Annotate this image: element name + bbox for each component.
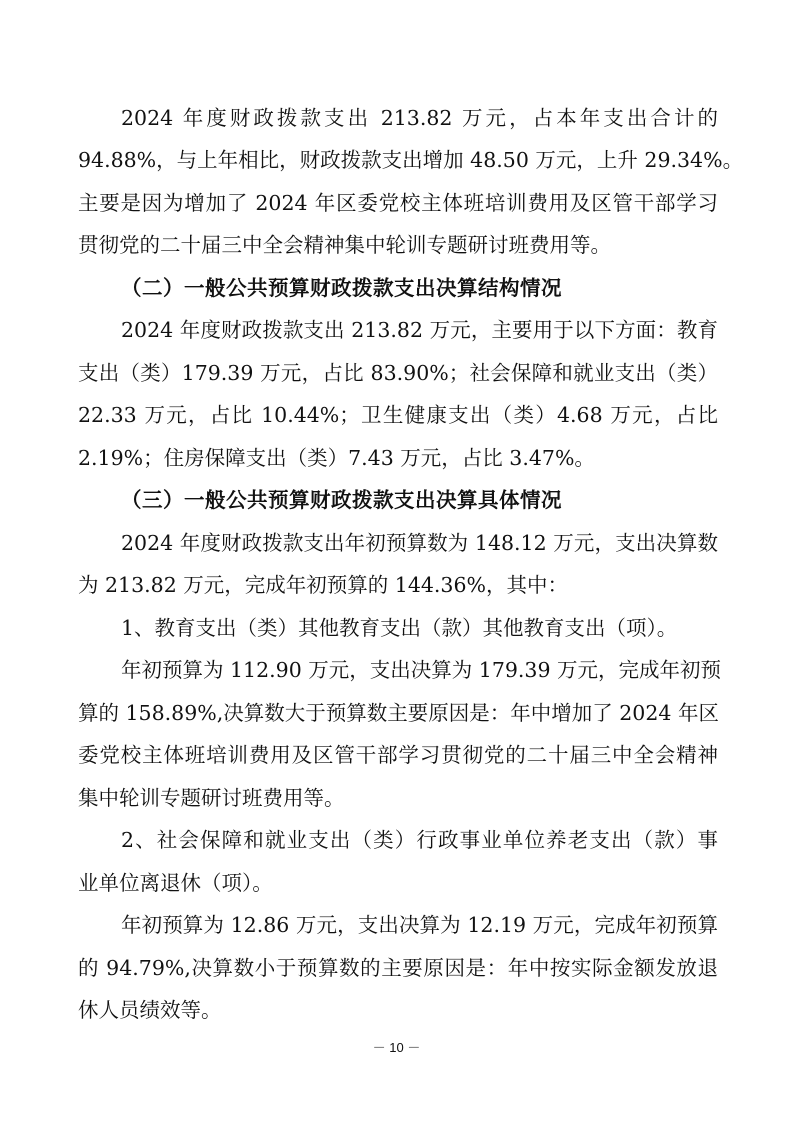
paragraph-line: 休人员绩效等。 — [78, 998, 222, 1022]
item-heading: 1、教育支出（类）其他教育支出（款）其他教育支出（项）。 — [121, 616, 678, 640]
paragraph-line: 算的 158.89%,决算数大于预算数主要原因是：年中增加了 2024 年区 — [78, 701, 719, 725]
paragraph-line: 2024 年度财政拨款支出年初预算数为 148.12 万元，支出决算数 — [121, 531, 718, 555]
paragraph-line: 委党校主体班培训费用及区管干部学习贯彻党的二十届三中全会精神 — [78, 743, 718, 767]
paragraph-line: 主要是因为增加了 2024 年区委党校主体班培训费用及区管干部学习 — [78, 191, 718, 215]
section-heading: （三）一般公共预算财政拨款支出决算具体情况 — [121, 488, 562, 512]
paragraph-line: 贯彻党的二十届三中全会精神集中轮训专题研讨班费用等。 — [78, 233, 611, 257]
paragraph-line: 94.88%，与上年相比，财政拨款支出增加 48.50 万元，上升 29.34%。 — [78, 148, 744, 172]
paragraph-line: 年初预算为 112.90 万元，支出决算为 179.39 万元，完成年初预 — [121, 658, 722, 682]
paragraph-line: 22.33 万元，占比 10.44%；卫生健康支出（类）4.68 万元，占比 — [78, 403, 718, 427]
paragraph-line: 支出（类）179.39 万元，占比 83.90%；社会保障和就业支出（类） — [78, 361, 718, 385]
paragraph-line: 的 94.79%,决算数小于预算数的主要原因是：年中按实际金额发放退 — [78, 956, 718, 980]
paragraph-line: 为 213.82 万元，完成年初预算的 144.36%，其中： — [78, 573, 568, 597]
page-number: － 10 － — [372, 1040, 421, 1055]
section-heading: （二）一般公共预算财政拨款支出决算结构情况 — [121, 276, 562, 300]
paragraph-line: 2.19%；住房保障支出（类）7.43 万元，占比 3.47%。 — [78, 446, 595, 470]
paragraph-line: 2024 年度财政拨款支出 213.82 万元，主要用于以下方面：教育 — [121, 318, 718, 342]
paragraph-line: 2024 年度财政拨款支出 213.82 万元，占本年支出合计的 — [121, 106, 718, 130]
item-heading: 业单位离退休（项）。 — [78, 871, 273, 895]
paragraph-line: 年初预算为 12.86 万元，支出决算为 12.19 万元，完成年初预算 — [121, 913, 718, 937]
item-heading: 2、社会保障和就业支出（类）行政事业单位养老支出（款）事 — [121, 828, 718, 852]
paragraph-line: 集中轮训专题研讨班费用等。 — [78, 786, 345, 810]
